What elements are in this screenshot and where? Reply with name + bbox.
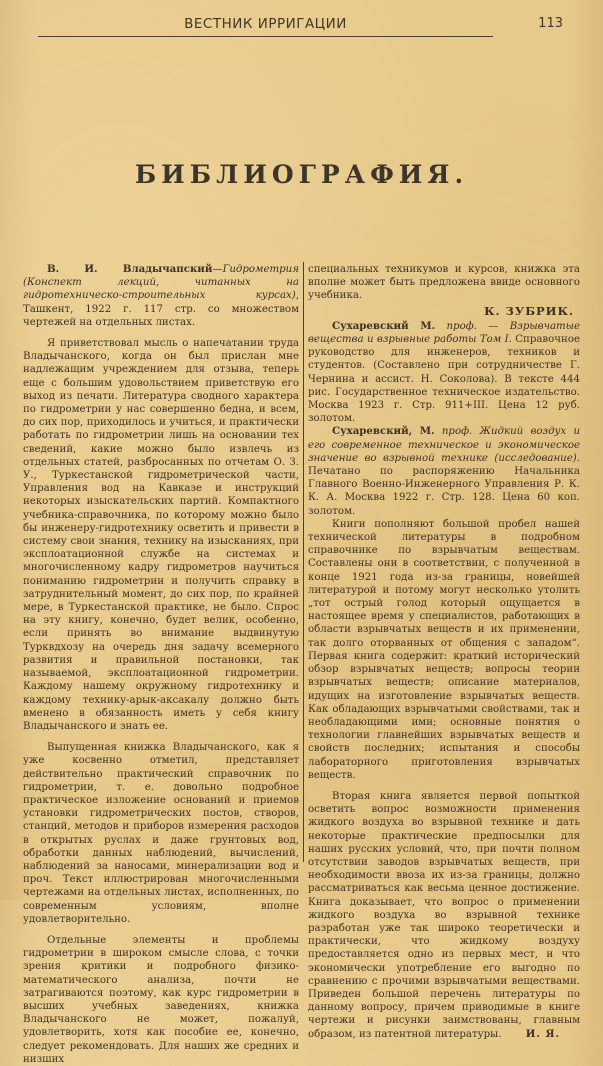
review-1-book-title: Гидрометрия (Конспект лекций, читанных на гидротехническо-строительных курсах) <box>23 264 299 302</box>
review-1-signature: К. ЗУБРИК. <box>484 303 574 318</box>
review-3-paragraph <box>308 790 580 1041</box>
right-column <box>308 263 580 1041</box>
review-1-citation <box>23 263 299 329</box>
review-1-paragraph: Я приветствовал мысль о напечатании труда Владычанского, когда он был прислан мне надлежащим учреждением для отзыва, теперь еще с большим удовольствием приветствую его выход из печати. Литература сводного характера по гидрометрии у нас совершенно бедна, и всем, до сих пор, приходилось и учиться, и практически работать по гидрометрии лишь на основании тех сведений, какие можно было извлечь из отдельных статей, разбросанных по отчетам О. З. У., Туркестанской гидрометрической части, Управления вод на Кавказе и инструкций некоторых изыскательских партий. Компактного учебника-справочника, по которому можно было бы инженеру-гидротехнику осветить и привести в систему свои знания, технику на изысканиях, при эксплоатационной службе на системах и многочисленному кадру гидрометров научиться пониманию гидрометрии и получить справку в затруднительный момент, до сих пор, по крайней мере, в Туркестанской практике, не было. Спрос на эту книгу, конечно, будет велик, особенно, если принять во внимание выдвинутую Турквдхозу на очередь дня задачу всемерного развития и правильной постановки, так называемой, эксплоатационной гидрометрии. Каждому нашему окружному гидротехнику и каждому технику-арык-аксакалу должно быть вменено в обязанность иметь у себя книгу Владычанского и знать ее. <box>23 338 299 732</box>
left-column <box>23 263 299 1066</box>
review-3-paragraph-text: Вторая книга является первой попыткой осветить вопрос возможности применения жидкого воздуха во взрывной технике и дать некоторые практические предпосылки для наших русских условий, что, при почти полном отсутствии заводов взрывчатых веществ, при необходимости ввоза их из-за границы, должно рассматриваться как весьма ценное достижение. Книга доказывает, что вопрос о применении жидкого воздуха во взрывной технике разработан уже так широко теоретически и практически, что жидкому воздуху предоставляется одно из первых мест, и что экономически употребление его выгодно по сравнению с прочими взрывчатыми веществами. Приведен большой перечень литературы по данному вопросу, причем приводимые в книге чертежи и рисунки заимствованы, главным образом, из патентной литературы. <box>308 790 580 1040</box>
section-title: БИБЛИОГРАФИЯ. <box>134 160 469 189</box>
review-1-publication: , Ташкент, 1922 г. 117 стр. со множеством чертежей на отдельных листах. <box>23 290 299 328</box>
review-3-paragraph: Книги пополняют большой пробел нашей технической литературы в подробном справочнике по взрывчатым веществам. Составлены они в соответствии, с полученной в конце 1921 года из-за границы, новейшей литературой и потому могут несколько утолить „тот острый голод который ощущается в настоящее время у специалистов, работающих в области взрывчатых веществ и их применении, так долго оторванных от общения с западом“. Первая книга содержит: краткий исторический обзор взрывчатых веществ; вопросы теории взрывчатых веществ; описание материалов, идущих на изготовление взрывчатых веществ. Как обладающих взрывчатыми свойствами, так и необладающими ими; основные понятия о технологии главнейших взрывчатых веществ и свойств последних; испытания и способы лабораторного приготовления взрывчатых веществ. <box>308 518 580 781</box>
review-1-paragraph: Выпущенная книжка Владычанского, как я уже косвенно отметил, представляет действительно практический справочник по гидрометрии, т. е. довольно подробное практическое изложение оснований и приемов установки гидрометрических постов, створов, станций, методов и приборов измерения расходов в открытых руслах и даже грунтовых вод, обработки данных наблюдений, вычислений, наблюдений за наносами, минерализации вод и проч. Текст иллюстрирован многочисленными чертежами на отдельных листах, исполненных, по современным условиям, вполне удовлетворительно. <box>23 742 299 925</box>
review-1-paragraph-continued: специальных техникумов и курсов, книжка эта вполне может быть предложена ввиде основного учебника. <box>308 264 580 302</box>
page-number: 113 <box>538 16 563 31</box>
review-3-author: Сухаревский, М. <box>332 425 435 438</box>
column-divider <box>303 262 304 862</box>
dash: — <box>212 264 223 275</box>
review-2-citation <box>308 320 580 426</box>
review-2-author: Сухаревский М. <box>332 319 436 332</box>
review-1-author: В. И. Владычапский <box>47 263 213 275</box>
running-header <box>38 12 563 37</box>
review-1-paragraph: Отдельные элементы и проблемы гидрометрии в широком смысле слова, с точки зрения критики и подробного физико-математического анализа, почти не затрагиваются поэтому, как курс гидрометрии в высших учебных заведениях, книжка Владычанского не может, пожалуй, удовлетворить, хотя как пособие ее, конечно, следует рекомендовать. Для наших же средних и низших <box>23 934 299 1065</box>
review-3-details: Печатано по распоряжению Начальника Главного Военно-Инженерного Управления Р. К. К. А. Москва 1922 г. Стр. 128. Цена 60 коп. золотом. <box>308 466 580 517</box>
review-3-book-title: проф. Жидкий воздух и его современное техническое и экономическое значение во взрывной технике (исследование). <box>308 426 581 464</box>
review-2-details: Справочное руководство для инженеров, техников и студентов. (Составлено при сотрудничестве Г. Чернина и ассист. Н. Соколова). В тексте 444 рис. Государственное техническое издательство. Москва 1923 г. Стр. 911+III. Цена 12 руб. золотом. <box>308 334 580 425</box>
journal-title: ВЕСТНИК ИРРИГАЦИИ <box>184 16 347 32</box>
review-3-signature: И. Я. <box>525 1027 560 1040</box>
review-3-citation <box>308 425 580 517</box>
review-2-book-title: проф. — Взрывчатые вещества и взрывные работы Том I. <box>308 320 580 346</box>
